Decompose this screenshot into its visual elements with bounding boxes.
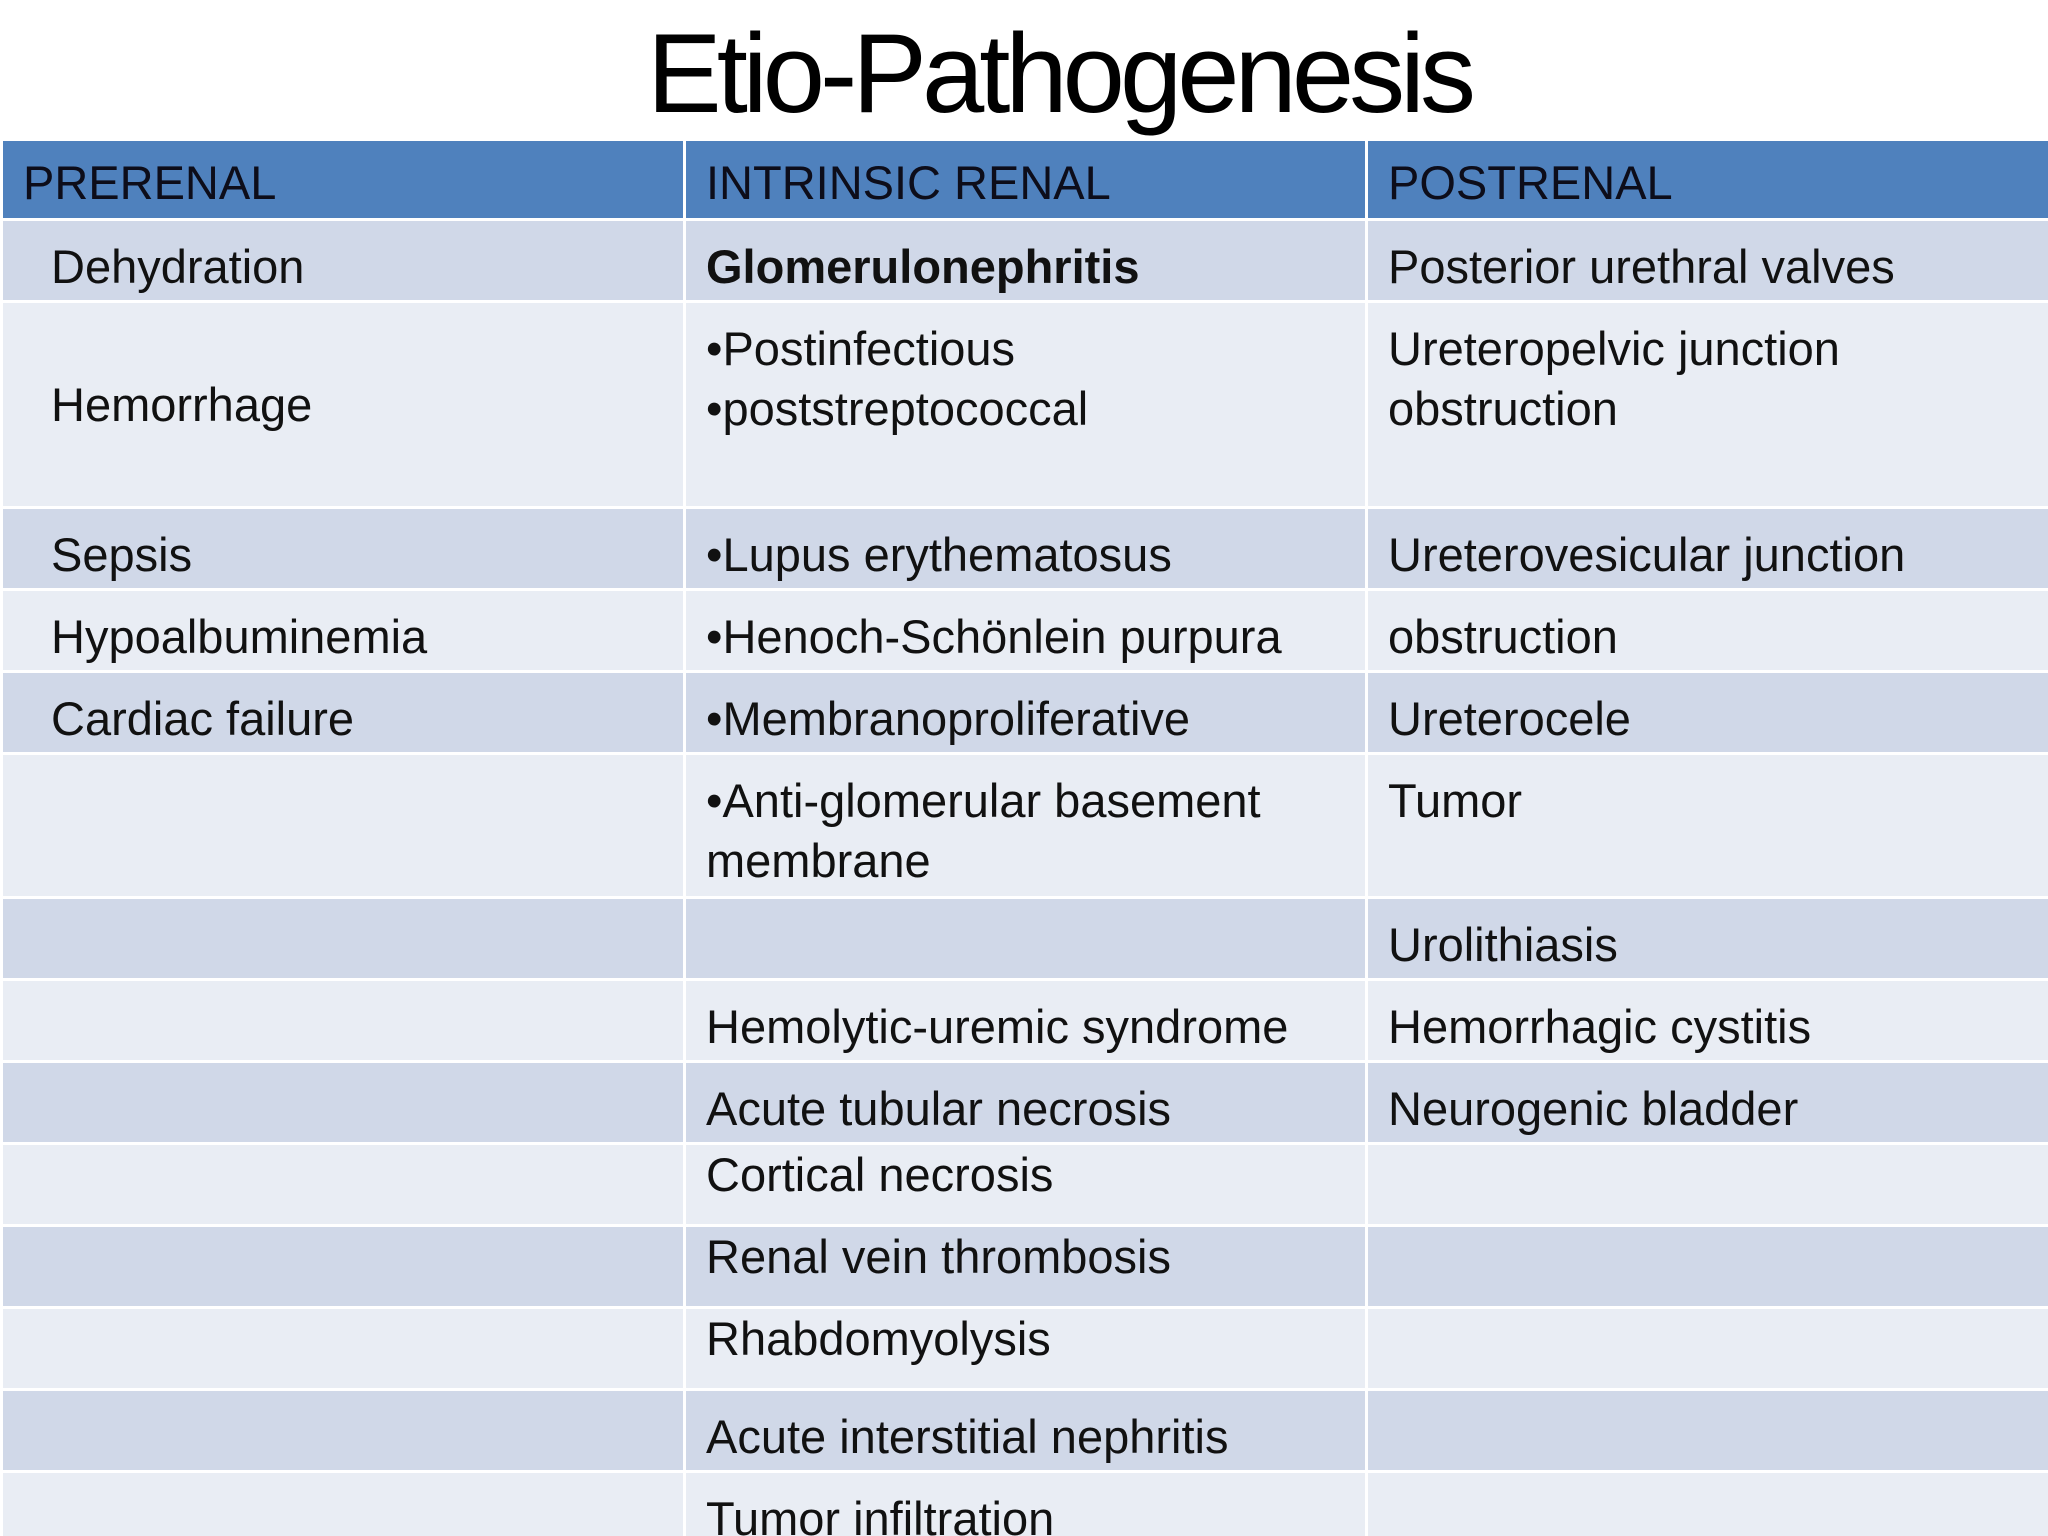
postrenal-cell — [1367, 1308, 2048, 1390]
cell-line: Rhabdomyolysis — [706, 1312, 1051, 1365]
postrenal-cell — [1367, 220, 2048, 302]
postrenal-cell — [1367, 672, 2048, 754]
postrenal-cell — [1367, 980, 2048, 1062]
cell-line: Neurogenic bladder — [1388, 1082, 1799, 1135]
table-row — [2, 220, 2048, 302]
prerenal-cell — [2, 1390, 685, 1472]
cell-line: Glomerulonephritis — [706, 240, 1140, 293]
postrenal-cell — [1367, 508, 2048, 590]
table-row — [2, 898, 2048, 980]
prerenal-cell — [2, 1472, 685, 1536]
cell-line: Tumor — [1388, 774, 1523, 827]
cell-line: Renal vein thrombosis — [706, 1230, 1171, 1283]
table-row — [2, 1472, 2048, 1536]
intrinsic-renal-cell — [685, 508, 1367, 590]
table-header-row — [2, 140, 2048, 220]
cell-line: •Lupus erythematosus — [706, 528, 1172, 581]
intrinsic-renal-cell — [685, 1308, 1367, 1390]
cell-line: •Henoch-Schönlein purpura — [706, 610, 1282, 663]
intrinsic-renal-cell — [685, 1390, 1367, 1472]
cell-line: Cortical necrosis — [706, 1148, 1054, 1201]
cell-line: Ureteropelvic junction — [1388, 322, 1840, 375]
postrenal-cell — [1367, 590, 2048, 672]
cell-line: Acute interstitial nephritis — [706, 1410, 1229, 1463]
prerenal-cell — [2, 1144, 685, 1226]
cell-line: obstruction — [1388, 382, 1618, 435]
etiology-table-container — [0, 138, 2048, 1536]
intrinsic-renal-cell — [685, 220, 1367, 302]
table-row — [2, 754, 2048, 898]
table-row — [2, 590, 2048, 672]
table-row — [2, 1390, 2048, 1472]
table-row — [2, 1144, 2048, 1226]
table-row — [2, 980, 2048, 1062]
prerenal-cell: Hemorrhage — [2, 302, 685, 508]
cell-line: Urolithiasis — [1388, 918, 1618, 971]
table-row — [2, 672, 2048, 754]
prerenal-cell — [2, 1308, 685, 1390]
prerenal-cell — [2, 898, 685, 980]
column-header-prerenal: PRERENAL — [2, 140, 685, 220]
cell-line: Hemolytic-uremic syndrome — [706, 1000, 1289, 1053]
table-row — [2, 1308, 2048, 1390]
column-header-intrinsic-renal: INTRINSIC RENAL — [685, 140, 1367, 220]
intrinsic-renal-cell — [685, 590, 1367, 672]
prerenal-cell — [2, 980, 685, 1062]
cell-line: Ureterocele — [1388, 692, 1631, 745]
postrenal-cell — [1367, 754, 2048, 898]
postrenal-cell — [1367, 898, 2048, 980]
prerenal-cell: Sepsis — [2, 508, 685, 590]
prerenal-cell — [2, 1062, 685, 1144]
intrinsic-renal-cell — [685, 754, 1367, 898]
postrenal-cell — [1367, 1472, 2048, 1536]
cell-line: Posterior urethral valves — [1388, 240, 1895, 293]
prerenal-cell — [2, 1226, 685, 1308]
cell-line: Hemorrhagic cystitis — [1388, 1000, 1812, 1053]
table-row — [2, 302, 2048, 508]
intrinsic-renal-cell — [685, 302, 1367, 508]
postrenal-cell — [1367, 1144, 2048, 1226]
slide-title: Etio-Pathogenesis — [646, 11, 1471, 136]
prerenal-cell: Dehydration — [2, 220, 685, 302]
table-row — [2, 1062, 2048, 1144]
cell-line: •Postinfectious — [706, 322, 1016, 375]
postrenal-cell — [1367, 1062, 2048, 1144]
cell-line: membrane — [706, 834, 931, 887]
column-header-postrenal: POSTRENAL — [1367, 140, 2048, 220]
intrinsic-renal-cell — [685, 672, 1367, 754]
intrinsic-renal-cell — [685, 1226, 1367, 1308]
cell-line: •Anti-glomerular basement — [706, 774, 1261, 827]
postrenal-cell — [1367, 302, 2048, 508]
cell-line: Tumor infiltration — [706, 1492, 1055, 1536]
intrinsic-renal-cell — [685, 1062, 1367, 1144]
cell-line: •poststreptococcal — [706, 382, 1089, 435]
table-row — [2, 1226, 2048, 1308]
table-row — [2, 508, 2048, 590]
cell-line: Acute tubular necrosis — [706, 1082, 1172, 1135]
intrinsic-renal-cell — [685, 898, 1367, 980]
intrinsic-renal-cell — [685, 1472, 1367, 1536]
cell-line: obstruction — [1388, 610, 1618, 663]
postrenal-cell — [1367, 1390, 2048, 1472]
prerenal-cell — [2, 754, 685, 898]
intrinsic-renal-cell — [685, 980, 1367, 1062]
intrinsic-renal-cell — [685, 1144, 1367, 1226]
postrenal-cell — [1367, 1226, 2048, 1308]
cell-line: •Membranoproliferative — [706, 692, 1191, 745]
prerenal-cell: Hypoalbuminemia — [2, 590, 685, 672]
cell-line: Ureterovesicular junction — [1388, 528, 1906, 581]
etiology-table — [0, 138, 2048, 1536]
prerenal-cell: Cardiac failure — [2, 672, 685, 754]
